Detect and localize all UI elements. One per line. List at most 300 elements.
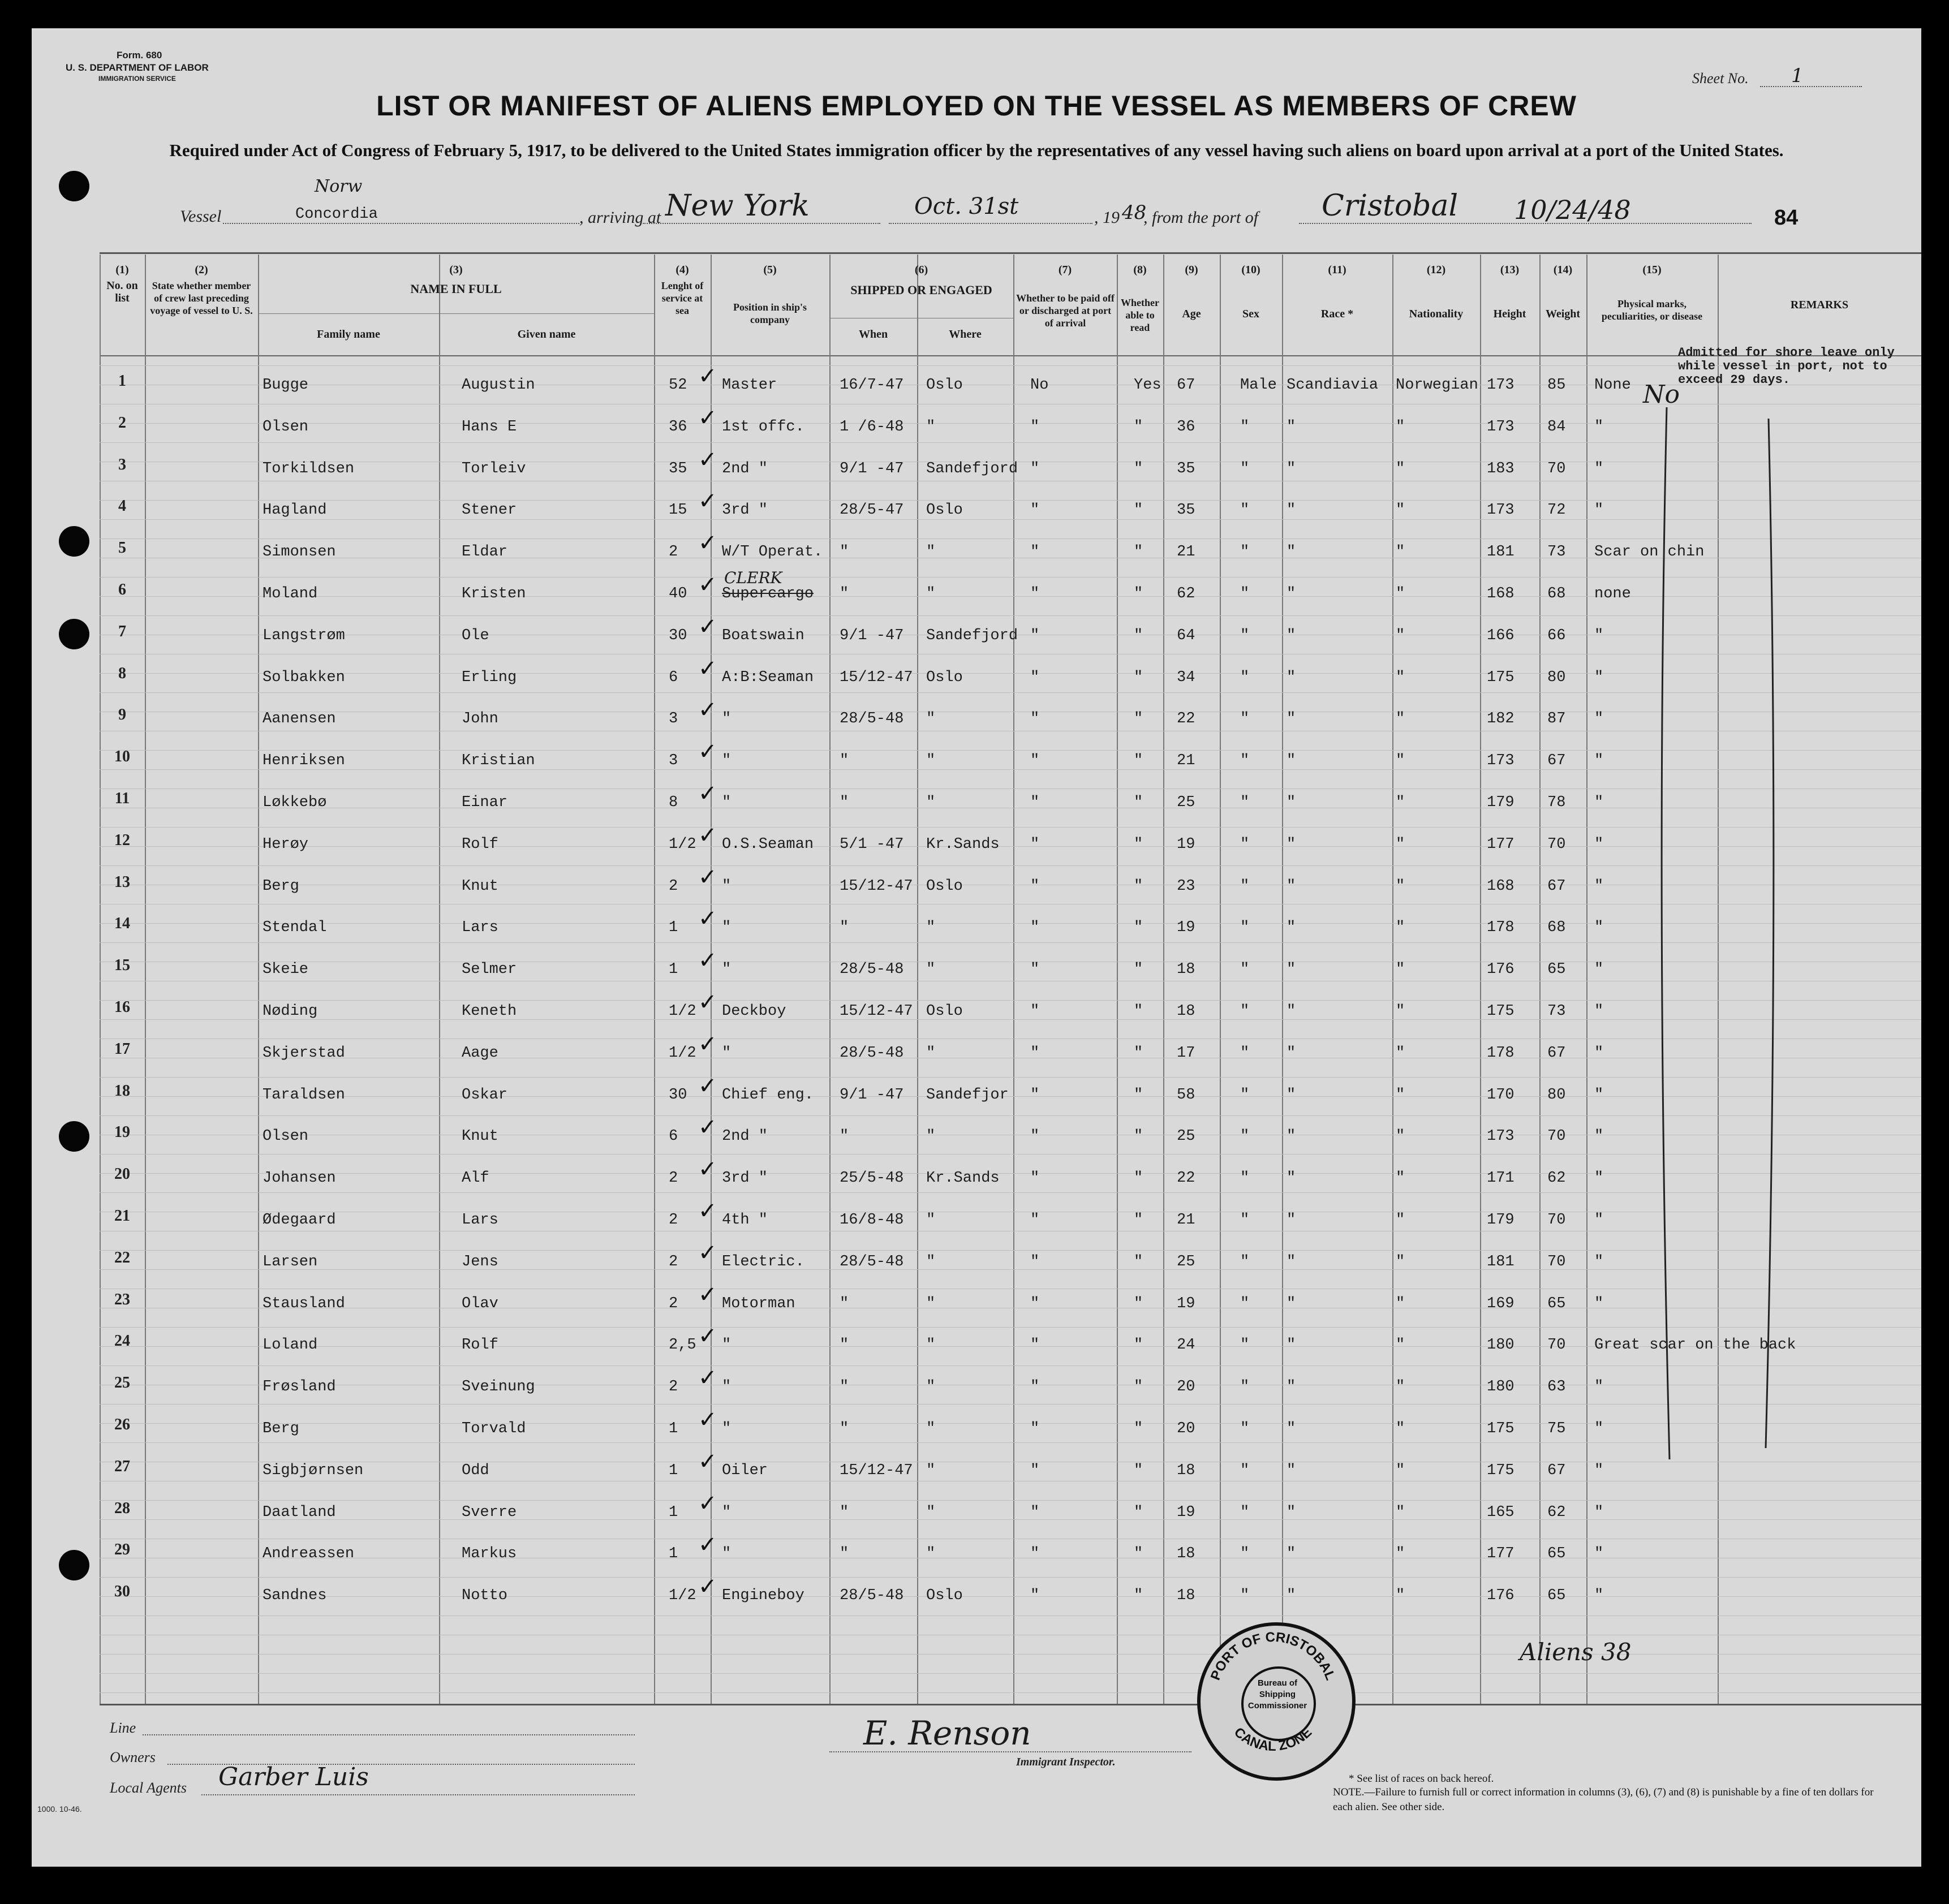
col-header-c11_num: (11) [1328,264,1346,276]
check-mark: ✓ [698,947,717,974]
row-number: 28 [114,1499,130,1517]
cell-read: " [1134,1044,1143,1062]
cell-family: Herøy [263,835,309,853]
cell-family: Solbakken [263,669,345,686]
cell-position-correction: CLERK [724,568,782,587]
cell-read: " [1134,1337,1143,1354]
col-header-c2: State whether member of crew last preceding voyage of vessel to U. S. [150,280,253,316]
arriving-port: New York [665,189,810,223]
check-mark: ✓ [698,1532,717,1558]
col-header-c8_num: (8) [1133,264,1147,276]
cell-weight: 72 [1547,502,1566,519]
cell-position: " [722,794,732,811]
cell-sex: " [1240,1587,1250,1605]
col-header-c6_num: (6) [914,264,928,276]
cell-age: 19 [1177,919,1195,937]
owners-label: Owners [110,1749,156,1765]
cell-age: 25 [1177,794,1195,811]
cell-family: Hagland [263,502,327,519]
cell-family: Stendal [263,919,327,937]
cell-service: 30 [669,1086,687,1104]
cell-family: Skjerstad [263,1044,345,1062]
cell-given: Augustin [462,377,535,394]
cell-service: 35 [669,460,687,477]
cell-family: Nøding [263,1003,318,1020]
cell-paid: " [1030,710,1040,728]
row-number: 23 [114,1290,130,1308]
cell-given: Torvald [462,1420,526,1437]
cell-weight: 67 [1547,752,1566,770]
cell-where: " [926,1379,936,1396]
cell-weight: 80 [1547,1086,1566,1104]
remarks-handwritten: No [1643,380,1680,409]
department-label: U. S. DEPARTMENT OF LABOR [66,62,209,73]
cell-race: " [1287,835,1296,853]
cell-age: 22 [1177,1170,1195,1187]
row-number: 16 [114,998,130,1016]
col-header-c12_num: (12) [1426,264,1446,276]
ruled-line [100,1654,1921,1655]
cell-weight: 65 [1547,1545,1566,1563]
arrival-date: Oct. 31st [914,193,1019,219]
cell-weight: 75 [1547,1420,1566,1437]
cell-marks: " [1594,1504,1604,1521]
cell-given: Markus [462,1545,517,1563]
cell-when: " [840,919,849,937]
cell-weight: 70 [1547,1212,1566,1229]
cell-paid: " [1030,1545,1040,1563]
cell-when: " [840,1337,849,1354]
cell-nat: " [1396,1337,1405,1354]
cell-paid: " [1030,1587,1040,1605]
cell-paid: " [1030,1003,1040,1020]
cell-height: 175 [1487,669,1515,686]
cell-marks: Scar on chin [1594,544,1705,561]
cell-service: 2 [669,1253,678,1270]
vessel-flag: Norw [315,176,363,196]
name-subheader-line [258,313,654,314]
cell-height: 181 [1487,544,1515,561]
cell-weight: 70 [1547,835,1566,853]
cell-age: 21 [1177,752,1195,770]
cell-race: " [1287,877,1296,895]
vessel-label: Vessel [180,207,222,226]
row-number: 14 [114,915,130,933]
cell-family: Moland [263,585,318,602]
col-header-c6a: When [858,328,888,341]
cell-given: Oskar [462,1086,508,1104]
cell-family: Bugge [263,377,309,394]
cell-paid: " [1030,460,1040,477]
cell-marks: " [1594,1086,1604,1104]
cell-sex: " [1240,1086,1250,1104]
cell-where: Sandefjord [926,460,1018,477]
cell-service: 36 [669,418,687,436]
cell-family: Torkildsen [263,460,355,477]
cell-nat: " [1396,1545,1405,1563]
col-header-c1: No. on list [106,279,138,304]
cell-race: " [1287,460,1296,477]
cell-paid: " [1030,1379,1040,1396]
from-port: Cristobal [1322,189,1458,223]
column-divider [1539,255,1541,1704]
cell-read: " [1134,1379,1143,1396]
from-date: 10/24/48 [1514,195,1631,225]
cell-position: " [722,1545,732,1563]
row-number: 3 [118,455,126,473]
check-mark: ✓ [698,1323,717,1350]
binder-hole [59,619,89,649]
cell-when: 5/1 -47 [840,835,904,853]
check-mark: ✓ [698,530,717,557]
cell-weight: 67 [1547,1462,1566,1479]
arriving-label: , arriving at [579,208,661,227]
binder-hole [59,1550,89,1580]
cell-given: Rolf [462,1337,498,1354]
cell-given: Olav [462,1295,498,1312]
sheet-no-label: Sheet No. [1692,70,1749,87]
cell-height: 168 [1487,877,1515,895]
col-header-c15: Physical marks, peculiarities, or disease [1601,298,1703,322]
cell-sex: " [1240,669,1250,686]
cell-sex: " [1240,835,1250,853]
canal-zone-stamp [1197,1622,1356,1781]
cell-weight: 65 [1547,1587,1566,1605]
cell-nat: " [1396,1504,1405,1521]
cell-age: 23 [1177,877,1195,895]
cell-when: 28/5-47 [840,502,904,519]
cell-given: Knut [462,1128,498,1145]
cell-sex: " [1240,1295,1250,1312]
cell-race: " [1287,1253,1296,1270]
cell-service: 1 [669,1504,678,1521]
cell-sex: " [1240,1253,1250,1270]
cell-nat: " [1396,1086,1405,1104]
cell-marks: " [1594,752,1604,770]
cell-given: Selmer [462,961,517,979]
cell-sex: " [1240,710,1250,728]
cell-service: 2 [669,1379,678,1396]
cell-height: 175 [1487,1003,1515,1020]
cell-service: 2 [669,544,678,561]
col-header-c8: Whether able to read [1121,297,1159,333]
cell-sex: " [1240,877,1250,895]
cell-weight: 68 [1547,919,1566,937]
column-divider [1586,255,1587,1704]
cell-given: Lars [462,1212,498,1229]
cell-position: W/T Operat. [722,544,823,561]
cell-marks: " [1594,1420,1604,1437]
cell-sex: " [1240,1379,1250,1396]
cell-age: 34 [1177,669,1195,686]
cell-when: 15/12-47 [840,1003,913,1020]
cell-nat: " [1396,1170,1405,1187]
cell-height: 182 [1487,710,1515,728]
cell-marks: " [1594,418,1604,436]
cell-nat: " [1396,919,1405,937]
page-number: 84 [1774,206,1799,230]
cell-age: 19 [1177,1295,1195,1312]
cell-read: " [1134,710,1143,728]
cell-paid: " [1030,669,1040,686]
cell-where: Kr.Sands [926,1170,1000,1187]
cell-race: " [1287,1086,1296,1104]
col-header-c13: Height [1493,308,1526,320]
cell-when: " [840,1379,849,1396]
cell-race: " [1287,1587,1296,1605]
table-top-border [100,252,1921,254]
cell-weight: 63 [1547,1379,1566,1396]
cell-family: Olsen [263,418,309,436]
col-header-c3a: Family name [317,328,380,341]
column-divider [1392,255,1393,1704]
cell-when: 16/8-48 [840,1212,904,1229]
check-mark: ✓ [698,1156,717,1183]
cell-height: 173 [1487,377,1515,394]
cell-nat: " [1396,877,1405,895]
cell-when: " [840,1128,849,1145]
cell-race: " [1287,1379,1296,1396]
row-number: 9 [118,706,126,724]
cell-read: " [1134,502,1143,519]
cell-age: 25 [1177,1128,1195,1145]
cell-read: " [1134,460,1143,477]
cell-family: Johansen [263,1170,336,1187]
cell-sex: " [1240,794,1250,811]
cell-position: Electric. [722,1253,804,1270]
cell-marks: " [1594,877,1604,895]
row-number: 8 [118,664,126,682]
cell-family: Skeie [263,961,309,979]
cell-age: 62 [1177,585,1195,602]
cell-position: Chief eng. [722,1086,814,1104]
cell-race: " [1287,669,1296,686]
cell-family: Berg [263,877,299,895]
check-mark: ✓ [698,989,717,1015]
cell-read: " [1134,1086,1143,1104]
row-number: 20 [114,1165,130,1183]
cell-read: " [1134,1128,1143,1145]
column-divider [1117,255,1118,1704]
row-number: 22 [114,1248,130,1267]
row-number: 13 [114,873,130,891]
cell-marks: " [1594,710,1604,728]
cell-given: Lars [462,919,498,937]
cell-read: " [1134,585,1143,602]
cell-read: " [1134,752,1143,770]
cell-where: " [926,1044,936,1062]
check-mark: ✓ [698,404,717,431]
cell-race: " [1287,585,1296,602]
cell-marks: Great scar on the back [1594,1337,1796,1354]
cell-where: Oslo [926,877,963,895]
cell-position: " [722,877,732,895]
cell-position: 2nd " [722,460,768,477]
cell-service: 3 [669,710,678,728]
cell-age: 58 [1177,1086,1195,1104]
row-number: 2 [118,413,126,432]
cell-where: " [926,585,936,602]
cell-service: 2 [669,877,678,895]
cell-height: 168 [1487,585,1515,602]
cell-service: 2 [669,1212,678,1229]
cell-position: 4th " [722,1212,768,1229]
cell-paid: " [1030,877,1040,895]
cell-position: " [722,1379,732,1396]
col-header-c2_num: (2) [195,264,208,276]
form-number: Form. 680 [117,50,162,61]
cell-service: 52 [669,377,687,394]
cell-family: Simonsen [263,544,336,561]
row-number: 30 [114,1583,130,1601]
cell-given: Torleiv [462,460,526,477]
cell-where: " [926,961,936,979]
cell-where: Kr.Sands [926,835,1000,853]
cell-sex: Male [1240,377,1277,394]
binder-hole [59,526,89,557]
cell-marks: " [1594,1170,1604,1187]
cell-race: " [1287,1337,1296,1354]
cell-paid: " [1030,1086,1040,1104]
cell-nat: " [1396,794,1405,811]
printer-mark: 1000. 10-46. [37,1804,82,1813]
cell-when: 28/5-48 [840,710,904,728]
cell-sex: " [1240,460,1250,477]
cell-given: Eldar [462,544,508,561]
cell-sex: " [1240,1212,1250,1229]
cell-where: " [926,1212,936,1229]
cell-weight: 87 [1547,710,1566,728]
cell-weight: 70 [1547,1253,1566,1270]
cell-position: Engineboy [722,1587,804,1605]
cell-age: 18 [1177,1545,1195,1563]
remarks-brace-marks [1638,396,1808,1471]
cell-when: 15/12-47 [840,1462,913,1479]
cell-given: Sverre [462,1504,517,1521]
cell-where: " [926,752,936,770]
cell-when: 28/5-48 [840,1044,904,1062]
cell-service: 6 [669,1128,678,1145]
year-prefix: , 19 [1094,208,1120,227]
cell-paid: " [1030,585,1040,602]
cell-read: " [1134,1295,1143,1312]
cell-read: " [1134,919,1143,937]
check-mark: ✓ [698,1365,717,1392]
row-number: 24 [114,1332,130,1350]
cell-height: 176 [1487,961,1515,979]
cell-sex: " [1240,752,1250,770]
cell-height: 181 [1487,1253,1515,1270]
cell-given: Rolf [462,835,498,853]
check-mark: ✓ [698,864,717,890]
check-mark: ✓ [698,363,717,389]
cell-marks: " [1594,1044,1604,1062]
check-mark: ✓ [698,655,717,682]
cell-age: 24 [1177,1337,1195,1354]
cell-paid: " [1030,1253,1040,1270]
cell-where: " [926,1420,936,1437]
column-divider [145,255,146,1704]
cell-family: Ødegaard [263,1212,336,1229]
cell-weight: 78 [1547,794,1566,811]
cell-sex: " [1240,961,1250,979]
cell-weight: 73 [1547,544,1566,561]
cell-when: 28/5-48 [840,1587,904,1605]
cell-age: 19 [1177,1504,1195,1521]
cell-position: O.S.Seaman [722,835,814,853]
cell-nat: " [1396,1128,1405,1145]
cell-height: 169 [1487,1295,1515,1312]
cell-where: " [926,418,936,436]
cell-nat: " [1396,1003,1405,1020]
cell-sex: " [1240,544,1250,561]
cell-read: " [1134,1462,1143,1479]
cell-marks: " [1594,1545,1604,1563]
cell-height: 173 [1487,752,1515,770]
cell-position: " [722,919,732,937]
cell-paid: " [1030,418,1040,436]
cell-sex: " [1240,1462,1250,1479]
cell-when: " [840,1295,849,1312]
cell-read: " [1134,835,1143,853]
cell-given: Alf [462,1170,489,1187]
cell-weight: 67 [1547,1044,1566,1062]
cell-race: " [1287,1545,1296,1563]
arriving-line [643,223,880,224]
cell-given: Einar [462,794,508,811]
cell-race: " [1287,919,1296,937]
cell-paid: " [1030,1170,1040,1187]
check-mark: ✓ [698,1072,717,1099]
cell-height: 175 [1487,1462,1515,1479]
sheet-no-value: 1 [1791,64,1804,87]
col-header-c4: Lenght of service at sea [661,280,704,316]
cell-position: Deckboy [722,1003,786,1020]
row-number: 7 [118,622,126,640]
cell-when: 16/7-47 [840,377,904,394]
cell-weight: 65 [1547,961,1566,979]
cell-read: " [1134,877,1143,895]
cell-read: " [1134,544,1143,561]
cell-family: Larsen [263,1253,318,1270]
check-mark: ✓ [698,1114,717,1141]
cell-nat: " [1396,585,1405,602]
row-number: 27 [114,1457,130,1475]
cell-weight: 65 [1547,1295,1566,1312]
col-header-c15_num: (15) [1642,264,1662,276]
date-line [889,223,1092,224]
cell-race: " [1287,710,1296,728]
cell-when: 9/1 -47 [840,1086,904,1104]
cell-given: Kristen [462,585,526,602]
cell-weight: 70 [1547,1128,1566,1145]
column-divider [829,255,831,1704]
cell-height: 177 [1487,835,1515,853]
cell-service: 1/2 [669,1003,696,1020]
cell-given: Sveinung [462,1379,535,1396]
cell-height: 173 [1487,1128,1515,1145]
check-mark: ✓ [698,1574,717,1600]
cell-given: Erling [462,669,517,686]
cell-marks: " [1594,1295,1604,1312]
cell-marks: " [1594,1379,1604,1396]
cell-family: Sigbjørnsen [263,1462,364,1479]
check-mark: ✓ [698,572,717,598]
cell-race: " [1287,1044,1296,1062]
cell-race: " [1287,1295,1296,1312]
check-mark: ✓ [698,1407,717,1433]
row-number: 19 [114,1123,130,1141]
